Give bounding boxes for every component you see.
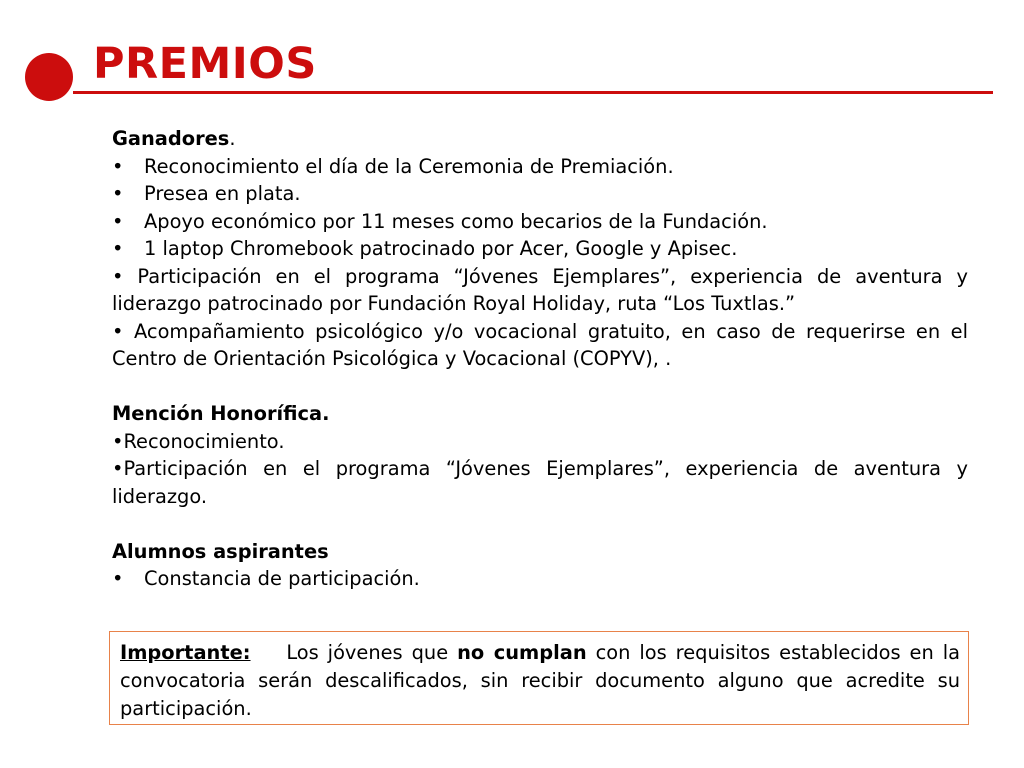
note-label: Importante: [120, 641, 251, 664]
note-emphasis: no cumplan [457, 641, 587, 664]
list-item-text: Reconocimiento el día de la Ceremonia de Premiación. [144, 154, 674, 178]
spacer [112, 510, 968, 538]
title-underline [73, 91, 993, 94]
bullet-icon: • [112, 429, 124, 453]
aspirantes-heading: Alumnos aspirantes [112, 539, 329, 563]
bullet-icon: • [112, 319, 124, 343]
note-text-before: Los jóvenes que [286, 641, 449, 664]
list-item-text: Acompañamiento psicológico y/o vocacional gratuito, en caso de requerirse en el Centro de Orientación Psicológica y Vocacional (COPYV), . [112, 319, 968, 370]
list-item [112, 263, 968, 318]
list-item [112, 428, 968, 456]
ganadores-heading-line [112, 125, 968, 153]
title-bullet-dot [25, 53, 73, 101]
list-item-text: Presea en plata. [144, 182, 301, 205]
bullet-icon: • [112, 154, 124, 178]
list-item [112, 153, 968, 181]
ganadores-heading-suffix: . [229, 127, 236, 150]
list-item-text: Reconocimiento. [123, 429, 285, 453]
list-item-text: Participación en el programa “Jóvenes Ejemplares”, experiencia de aventura y liderazgo patrocinado por Fundación Royal Holiday, ruta “Los Tuxtlas.” [112, 264, 968, 315]
slide-body [112, 125, 968, 593]
bullet-icon: • [112, 182, 124, 205]
list-item [112, 455, 968, 510]
list-item-text: Participación en el programa “Jóvenes Ejemplares”, experiencia de aventura y liderazgo. [112, 457, 968, 508]
bullet-icon: • [112, 457, 124, 480]
list-item [112, 208, 968, 236]
note-text-after: con los requisitos establecidos en la convocatoria serán descalificados, sin recibir documento alguno que acredite su participación. [120, 641, 960, 720]
list-item-text: Apoyo económico por 11 meses como becarios de la Fundación. [144, 209, 768, 233]
bullet-icon: • [112, 237, 124, 260]
spacer [112, 373, 968, 401]
list-item-text: 1 laptop Chromebook patrocinado por Acer, Google y Apisec. [144, 237, 738, 260]
mencion-heading: Mención Honorífica. [112, 402, 330, 425]
list-item [112, 235, 968, 263]
list-item [112, 318, 968, 373]
list-item [112, 565, 968, 593]
bullet-icon: • [112, 567, 124, 590]
ganadores-heading: Ganadores [112, 127, 230, 150]
list-item [112, 180, 968, 208]
bullet-icon: • [112, 264, 124, 288]
list-item-text: Constancia de participación. [144, 567, 420, 590]
important-note-box [109, 631, 969, 725]
slide-title: PREMIOS [93, 39, 317, 89]
bullet-icon: • [112, 209, 124, 233]
